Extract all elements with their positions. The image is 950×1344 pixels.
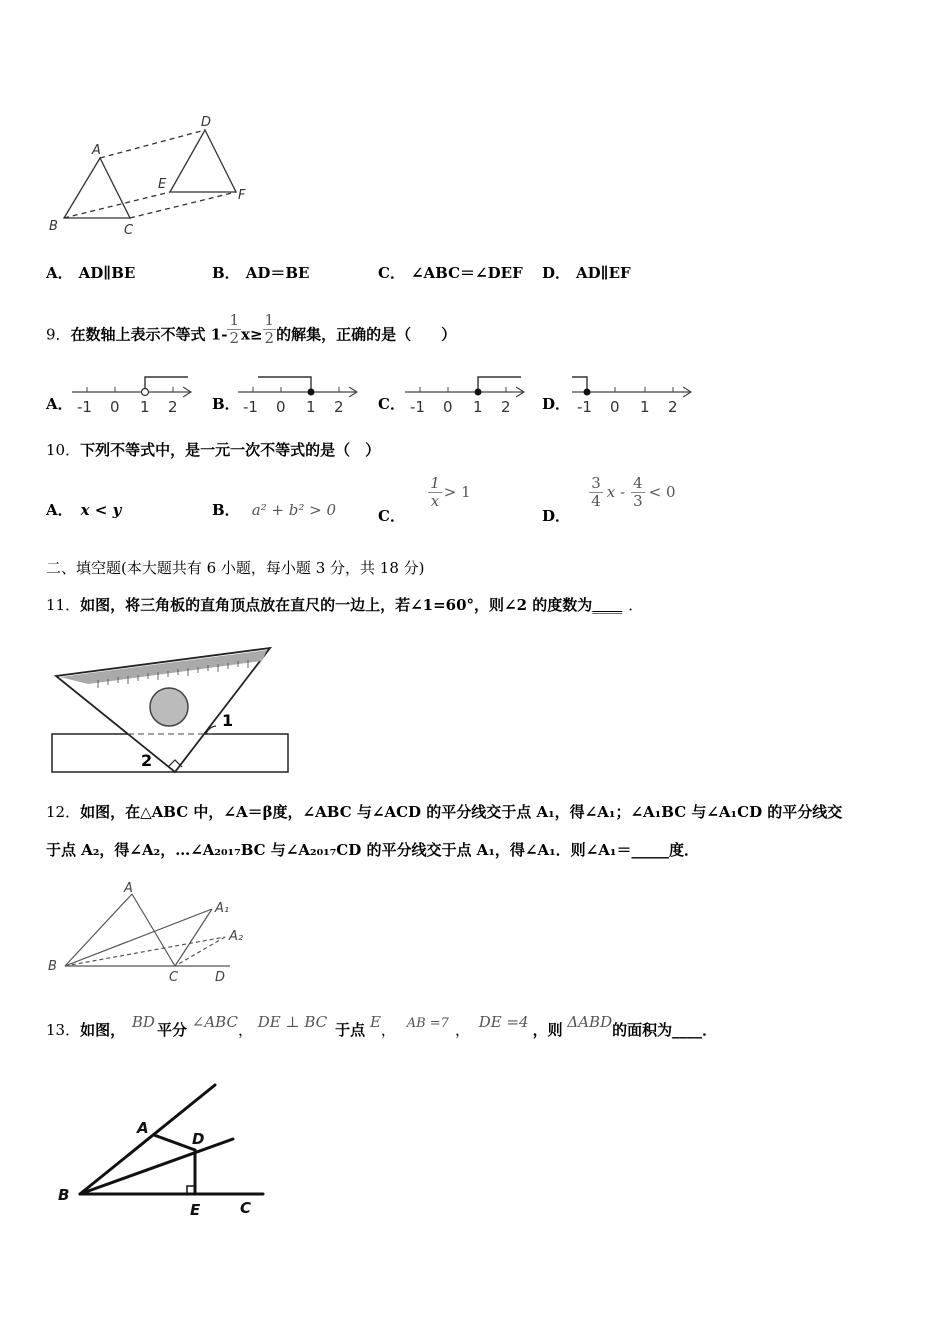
q10-d-fraction-1: $\frac{3}{4}$ xyxy=(591,474,601,510)
tick-label: 2 xyxy=(334,398,344,416)
q12-bisector-figure xyxy=(45,882,255,987)
q8-option-b[interactable]: B． AD＝BE xyxy=(212,264,310,282)
q9-fraction-1: $\frac{1}{2}$ xyxy=(229,311,240,347)
tick-label: 2 xyxy=(668,398,678,416)
tick-label: -1 xyxy=(410,398,425,416)
number-line-d xyxy=(570,372,695,417)
tick-label: 0 xyxy=(276,398,286,416)
label-d: D xyxy=(201,115,212,130)
q12-line-1: 12．如图，在△ABC 中，∠A＝β度，∠ABC 与∠ACD 的平分线交于点 A₁，得∠A₁；∠A₁BC 与∠A₁CD 的平分线交 xyxy=(46,803,843,821)
triangle-def xyxy=(170,130,236,192)
label-a: A xyxy=(92,143,101,158)
tick-label: 1 xyxy=(140,398,150,416)
label-d: D xyxy=(215,970,226,985)
label-a1: A₁ xyxy=(215,901,230,916)
label-c: C xyxy=(124,223,134,238)
q10-option-d[interactable]: D． $\frac{3}{4}$ x - $\frac{4}{3}$ < 0 xyxy=(542,474,676,525)
tick-label: -1 xyxy=(577,398,592,416)
section-title: 二、填空题(本大题共有 6 小题，每小题 3 分，共 18 分) xyxy=(46,559,425,577)
angle-2-label: 2 xyxy=(141,751,153,770)
tick-label: 1 xyxy=(306,398,316,416)
q11-stem: 11．如图，将三角板的直角顶点放在直尺的一边上，若∠1=60°，则∠2 的度数为____ ． xyxy=(46,596,644,614)
q10-stem: 10．下列不等式中，是一元一次不等式的是（ ） xyxy=(46,441,381,459)
triangle-abc xyxy=(64,158,130,218)
set-square-hole xyxy=(150,688,188,726)
label-a: A xyxy=(124,881,133,896)
q11-ruler-triangle-figure xyxy=(48,642,293,777)
tick-label: 1 xyxy=(640,398,650,416)
q9-option-a[interactable]: A． xyxy=(46,395,73,413)
label-d: D xyxy=(192,1130,205,1148)
label-e: E xyxy=(190,1201,201,1219)
label-b: B xyxy=(48,959,57,974)
tick-label: -1 xyxy=(243,398,258,416)
tick-label: 2 xyxy=(168,398,178,416)
tick-label: -1 xyxy=(77,398,92,416)
q8-option-a[interactable]: A． AD∥BE xyxy=(46,264,136,282)
q8-option-d[interactable]: D． AD∥EF xyxy=(542,264,631,282)
q8-option-c[interactable]: C． ∠ABC＝∠DEF xyxy=(378,264,523,282)
q9-stem: 9．在数轴上表示不等式 1- $\frac{1}{2}$ x≥ $\frac{1}{2}$ 的解集，正确的是（ ） xyxy=(46,311,457,347)
label-e: E xyxy=(158,177,167,192)
tick-label: 1 xyxy=(473,398,483,416)
label-b: B xyxy=(58,1186,70,1204)
q10-option-c[interactable]: C． $\frac{1}{x}$ > 1 xyxy=(378,474,471,525)
q9-option-d[interactable]: D． xyxy=(542,395,571,413)
q13-angle-bisector-figure xyxy=(50,1080,280,1225)
label-c: C xyxy=(169,970,179,985)
label-a2: A₂ xyxy=(229,929,244,944)
label-f: F xyxy=(238,188,246,203)
q10-option-a[interactable]: A． x < y xyxy=(46,501,122,519)
tick-label: 2 xyxy=(501,398,511,416)
q12-line-2: 于点 A₂，得∠A₂，…∠A₂₀₁₇BC 与∠A₂₀₁₇CD 的平分线交于点 A₁，得∠A₁．则∠A₁＝_____度． xyxy=(46,841,699,859)
number-line-c xyxy=(403,372,528,417)
tick-label: 0 xyxy=(610,398,620,416)
q10-d-fraction-2: $\frac{4}{3}$ xyxy=(633,474,643,510)
tick-label: 0 xyxy=(443,398,453,416)
number-line-b xyxy=(236,372,361,417)
q8-translation-figure xyxy=(40,110,270,240)
angle-1-label: 1 xyxy=(222,711,234,730)
label-b: B xyxy=(49,219,58,234)
tick-label: 0 xyxy=(110,398,120,416)
label-c: C xyxy=(240,1199,252,1217)
q9-option-b[interactable]: B． xyxy=(212,395,240,413)
number-line-a xyxy=(70,372,195,417)
q13-stem: 13．如图， BD 平分 ∠ABC， DE ⊥ BC 于点 E， AB =7 ， DE =4 ，则 ΔABD的面积为____． xyxy=(46,1013,718,1039)
q9-fraction-2: $\frac{1}{2}$ xyxy=(264,311,275,347)
q9-option-c[interactable]: C． xyxy=(378,395,405,413)
q10-c-fraction: $\frac{1}{x}$ xyxy=(430,474,440,510)
q10-option-b[interactable]: B． a² + b² > 0 xyxy=(212,501,337,519)
label-a: A xyxy=(137,1119,149,1137)
